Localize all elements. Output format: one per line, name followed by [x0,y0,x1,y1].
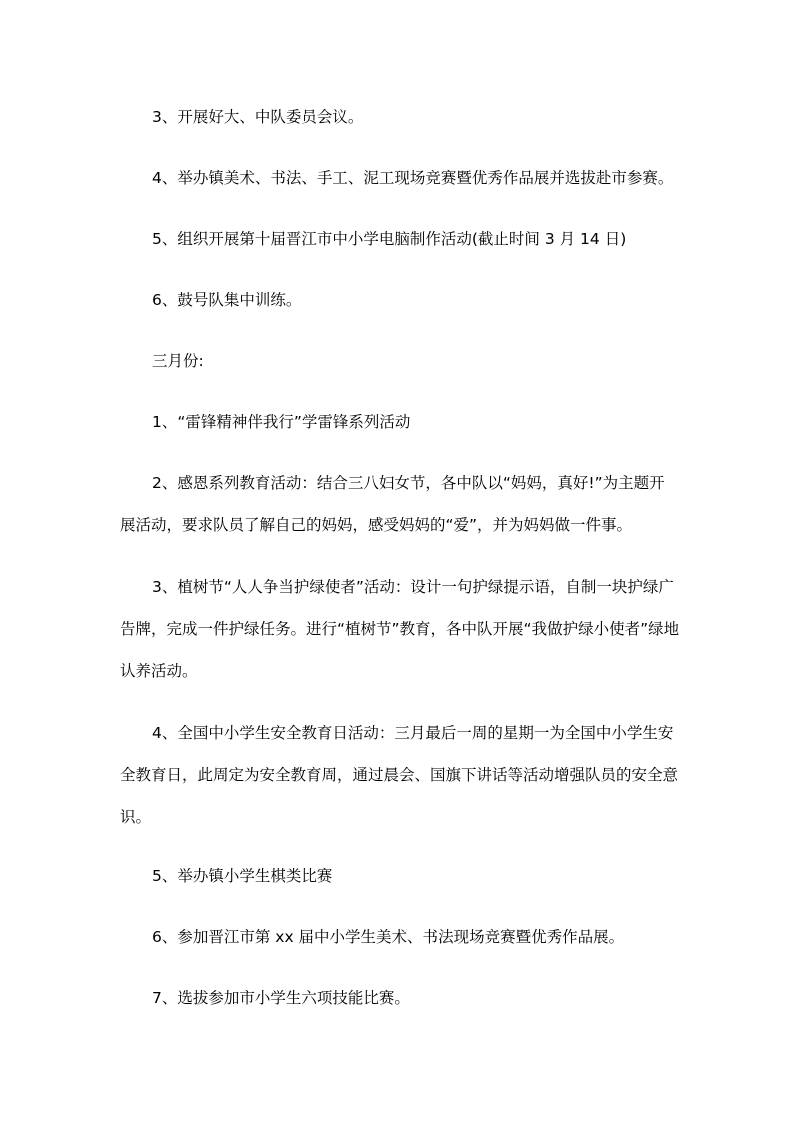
paragraph-march-item-3: 3、植树节“人人争当护绿使者”活动：设计一句护绿提示语，自制一块护绿广告牌，完成一件护绿任务。进行“植树节”教育，各中队开展“我做护绿小使者”绿地认养活动。 [120,578,680,680]
paragraph-item-4-art-contest: 4、举办镇美术、书法、手工、泥工现场竞赛暨优秀作品展并选拔赴市参赛。 [152,169,674,187]
paragraph-item-6-drum-training: 6、鼓号队集中训练。 [152,291,302,309]
section-heading-march: 三月份: [152,352,204,370]
paragraph-march-item-1: 1、“雷锋精神伴我行”学雷锋系列活动 [152,413,411,431]
paragraph-item-5-computer-activity: 5、组织开展第十届晋江市中小学电脑制作活动(截止时间 3 月 14 日) [152,230,627,248]
paragraph-march-item-5: 5、举办镇小学生棋类比赛 [152,867,333,885]
paragraph-march-item-4: 4、全国中小学生安全教育日活动：三月最后一周的星期一为全国中小学生安全教育日，此周定为安全教育周，通过晨会、国旗下讲话等活动增强队员的安全意识。 [120,724,679,826]
paragraph-march-item-6: 6、参加晋江市第 xx 届中小学生美术、书法现场竞赛暨优秀作品展。 [152,928,625,946]
paragraph-item-3-meeting: 3、开展好大、中队委员会议。 [152,108,364,126]
paragraph-march-item-2: 2、感恩系列教育活动：结合三八妇女节，各中队以“妈妈，真好!”为主题开展活动，要求队员了解自己的妈妈，感受妈妈的“爱”，并为妈妈做一件事。 [120,474,665,534]
paragraph-march-item-7: 7、选拔参加市小学生六项技能比赛。 [152,989,410,1007]
